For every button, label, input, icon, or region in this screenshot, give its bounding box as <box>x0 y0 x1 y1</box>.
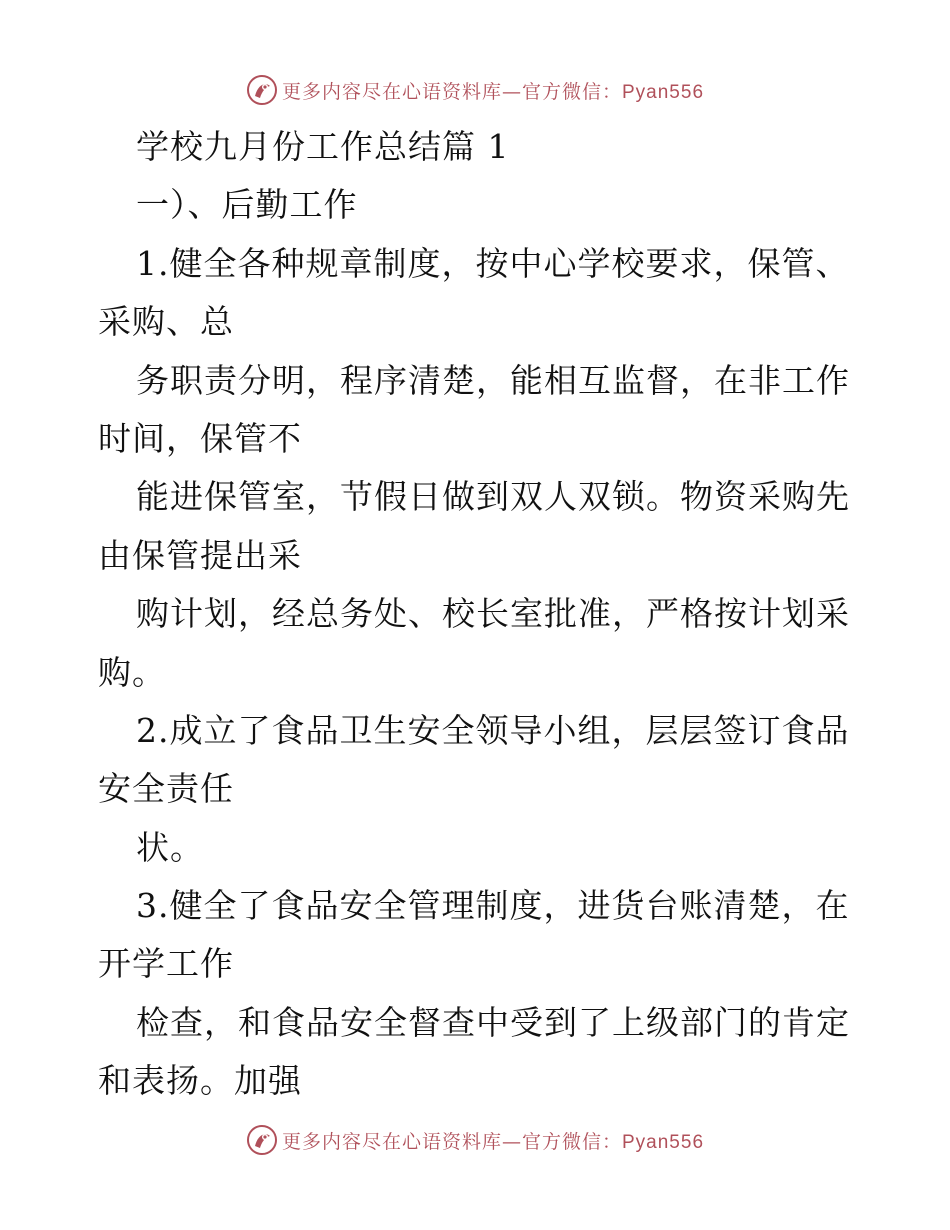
document-line: 时间，保管不 <box>98 418 302 458</box>
header-banner-handle: Pyan556 <box>622 81 705 103</box>
red-flower-logo-icon <box>246 1124 278 1156</box>
document-line: 由保管提出采 <box>98 535 302 575</box>
document-line: 一）、后勤工作 <box>136 185 358 225</box>
document-line: 1.健全各种规章制度，按中心学校要求，保管、 <box>136 243 850 283</box>
document-line: 能进保管室，节假日做到双人双锁。物资采购先 <box>136 477 850 517</box>
footer-banner <box>0 1120 950 1160</box>
document-line: 3.健全了食品安全管理制度，进货台账清楚，在 <box>136 886 850 926</box>
document-line: 采购、总 <box>98 302 234 342</box>
document-line: 和表扬。加强 <box>98 1061 302 1101</box>
document-line: 2.成立了食品卫生安全领导小组，层层签订食品 <box>136 710 850 750</box>
document-line: 务职责分明，程序清楚，能相互监督，在非工作 <box>136 360 850 400</box>
document-line: 检查，和食品安全督查中受到了上级部门的肯定 <box>136 1002 850 1042</box>
document-line: 状。 <box>136 827 204 867</box>
document-body <box>98 118 858 1111</box>
red-flower-logo-icon <box>246 74 278 106</box>
document-line: 购。 <box>98 652 166 692</box>
footer-banner-text: 更多内容尽在心语资料库—官方微信：Pyan556 <box>281 1130 705 1153</box>
header-banner <box>0 70 950 110</box>
document-line: 学校九月份工作总结篇 1 <box>136 127 510 166</box>
document-line: 开学工作 <box>98 944 234 984</box>
header-banner-text: 更多内容尽在心语资料库—官方微信：Pyan556 <box>281 80 705 103</box>
document-line: 购计划，经总务处、校长室批准，严格按计划采 <box>136 594 850 634</box>
document-line: 安全责任 <box>98 769 234 809</box>
footer-banner-handle: Pyan556 <box>622 1131 705 1153</box>
